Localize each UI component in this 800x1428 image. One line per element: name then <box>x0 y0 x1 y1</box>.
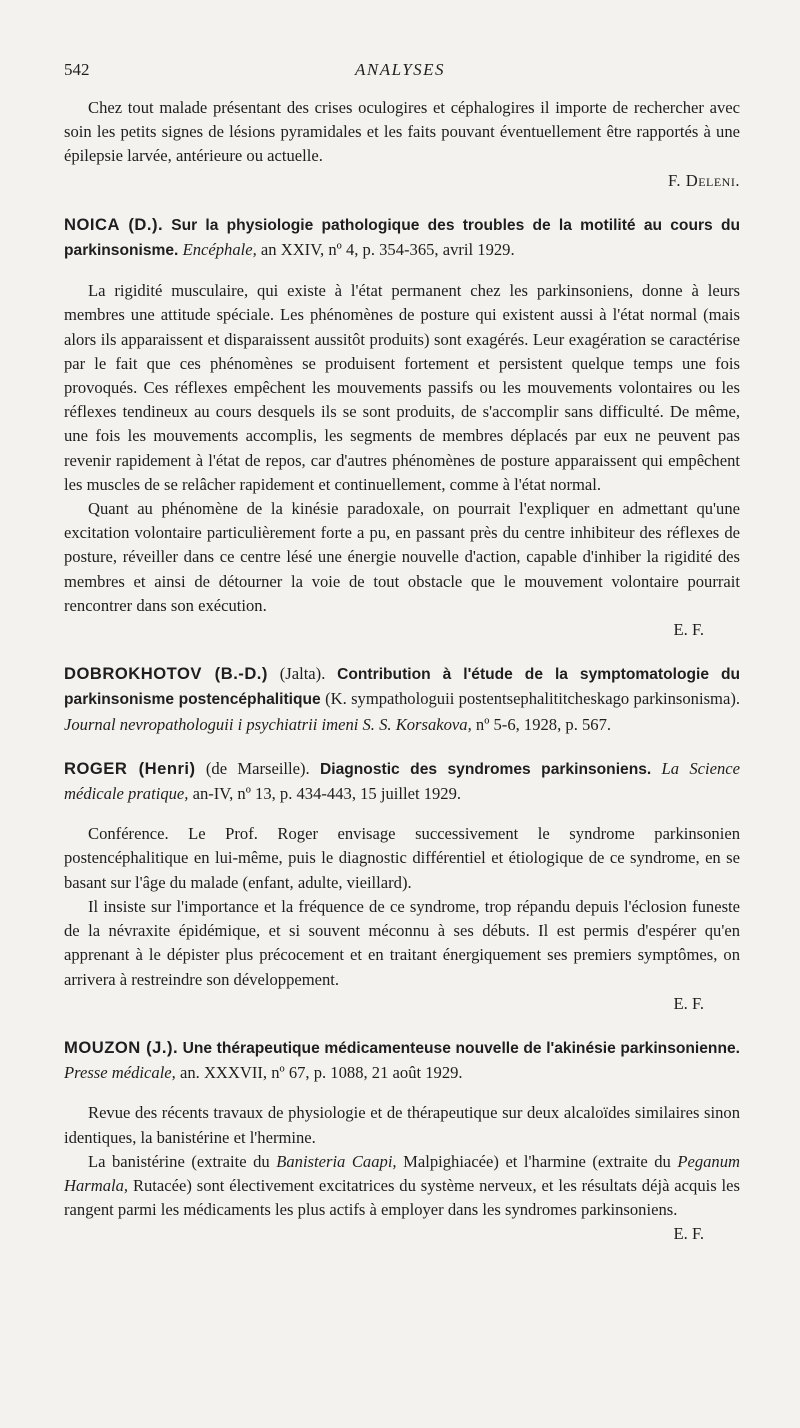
russian-title-dobrokhotov: (K. sympathologuii postentsephalititcheskago parkinsonisma). <box>325 689 740 709</box>
journal-mouzon: Presse médicale, <box>64 1063 176 1083</box>
entry-roger-heading <box>64 757 740 806</box>
title-roger: Diagnostic des syndromes parkinsoniens. <box>319 760 652 778</box>
place-roger: (de Marseille). <box>205 758 310 778</box>
roger-paragraph-1: Conférence. Le Prof. Roger envisage successivement le syndrome parkinsonien postencéphalitique en lui-même, puis le diagnostic différentiel et étiologique de ce syndrome, en se basant sur l'âge du malade (enfant, adulte, vieillard). <box>64 824 740 892</box>
title-mouzon: Une thérapeutique médicamenteuse nouvelle de l'akinésie parkinsonienne. <box>182 1039 740 1057</box>
citation-roger: an-IV, nº 13, p. 434-443, 15 juillet 1929. <box>192 784 462 804</box>
signature-roger: E. F. <box>673 993 704 1013</box>
species-peganum: Peganum Harmala, <box>64 1151 740 1195</box>
noica-paragraph-1: La rigidité musculaire, qui existe à l'état permanent chez les parkinsoniens, donne à leurs membres une attitude spéciale. Les phénomènes de posture qui existent aussi à l'état normal (mais alors ils apparaissent et disparaissent aussitôt produits) sont exagérés. Leur exagération se caractérise par le fait que ces phénomènes se produisent fortement et persistent quelque temps une fois provoqués. Ces réflexes empêchent les mouvements passifs ou les mouvements volontaires ou les réflexes tendineux au cours desquels ils se sont produits, de s'accomplir sans difficulté. De même, une fois les mouvements accomplis, les segments de membres déplacés par eux ne peuvent pas revenir rapidement à l'état de repos, car d'autres phénomènes de posture apparaissent qui empêchent les muscles de se relâcher rapidement et continuellement, comme à l'état normal. <box>64 281 740 494</box>
signature-mouzon: E. F. <box>673 1224 704 1244</box>
signature-noica: E. F. <box>673 620 704 640</box>
journal-dobrokhotov: Journal nevropathologuii i psychiatrii imeni S. S. Korsakova, <box>64 714 472 734</box>
title-noica: Sur la physiologie pathologique des troubles de la motilité au cours du parkinsonisme. <box>64 216 741 260</box>
citation-mouzon: an. XXXVII, nº 67, p. 1088, 21 août 1929. <box>179 1063 463 1083</box>
entry-mouzon-heading <box>64 1036 740 1085</box>
author-roger: ROGER (Henri) <box>64 758 196 778</box>
running-title: ANALYSES <box>354 60 446 79</box>
journal-noica: Encéphale, <box>182 240 257 260</box>
mouzon-paragraph-1: Revue des récents travaux de physiologie et de thérapeutique sur deux alcaloïdes similaires sinon identiques, la banistérine et l'hermine. <box>64 1103 740 1147</box>
noica-paragraph-2: Quant au phénomène de la kinésie paradoxale, on pourrait l'expliquer en admettant qu'une excitation volontaire particulièrement forte a pu, en passant près du centre inhibiteur des réflexes de posture, réveiller dans ce centre lésé une énergie nouvelle d'action, capable d'inhiber la rigidité des membres et ainsi de détourner la voie de tout obstacle que le mouvement volontaire pourrait rencontrer dans son exécution. <box>64 499 740 615</box>
place-dobrokhotov: (Jalta). <box>279 664 326 684</box>
title-dobrokhotov: Contribution à l'étude de la symptomatologie du parkinsonisme postencéphalitique <box>64 666 741 709</box>
entry-noica-heading <box>64 213 740 263</box>
author-mouzon: MOUZON (J.). <box>64 1037 179 1057</box>
entry-dobrokhotov-heading <box>64 662 740 737</box>
roger-paragraph-2: Il insiste sur l'importance et la fréquence de ce syndrome, trop répandu depuis l'éclosion funeste de la névraxite épidémique, et si souvent méconnu à ses débuts. Il est permis d'espérer qu'en apprenant à le dépister plus précocement et en traitant énergiquement ses premiers symptômes, on arrivera à restreindre son développement. <box>64 896 740 989</box>
author-noica: NOICA (D.). <box>64 214 164 234</box>
species-banisteria: Banisteria Caapi, <box>276 1151 397 1171</box>
mouzon-paragraph-2: La banistérine (extraite du Banisteria Caapi, Malpighiacée) et l'harmine (extraite du Peganum Harmala, Rutacée) sont électivement excitatrices du système nerveux, et les résultats déjà acquis les rangent parmi les médicaments les plus actifs à employer dans les syndromes parkinsoniens. <box>64 1151 740 1220</box>
journal-roger: La Science médicale pratique, <box>64 758 741 804</box>
page-content <box>64 96 740 1247</box>
author-dobrokhotov: DOBROKHOTOV (B.-D.) <box>64 664 268 684</box>
page-number: 542 <box>64 60 90 79</box>
signature-deleni: F. Deleni. <box>668 170 740 190</box>
citation-dobrokhotov: nº 5-6, 1928, p. 567. <box>475 714 612 734</box>
page-header <box>64 60 736 84</box>
citation-noica: an XXIV, nº 4, p. 354-365, avril 1929. <box>260 240 515 260</box>
continuation-paragraph: Chez tout malade présentant des crises oculogires et céphalogires il importe de rechercher avec soin les petits signes de lésions pyramidales et les faits pouvant éventuellement être rapportés à une épilepsie larvée, antérieure ou actuelle. <box>64 98 740 166</box>
